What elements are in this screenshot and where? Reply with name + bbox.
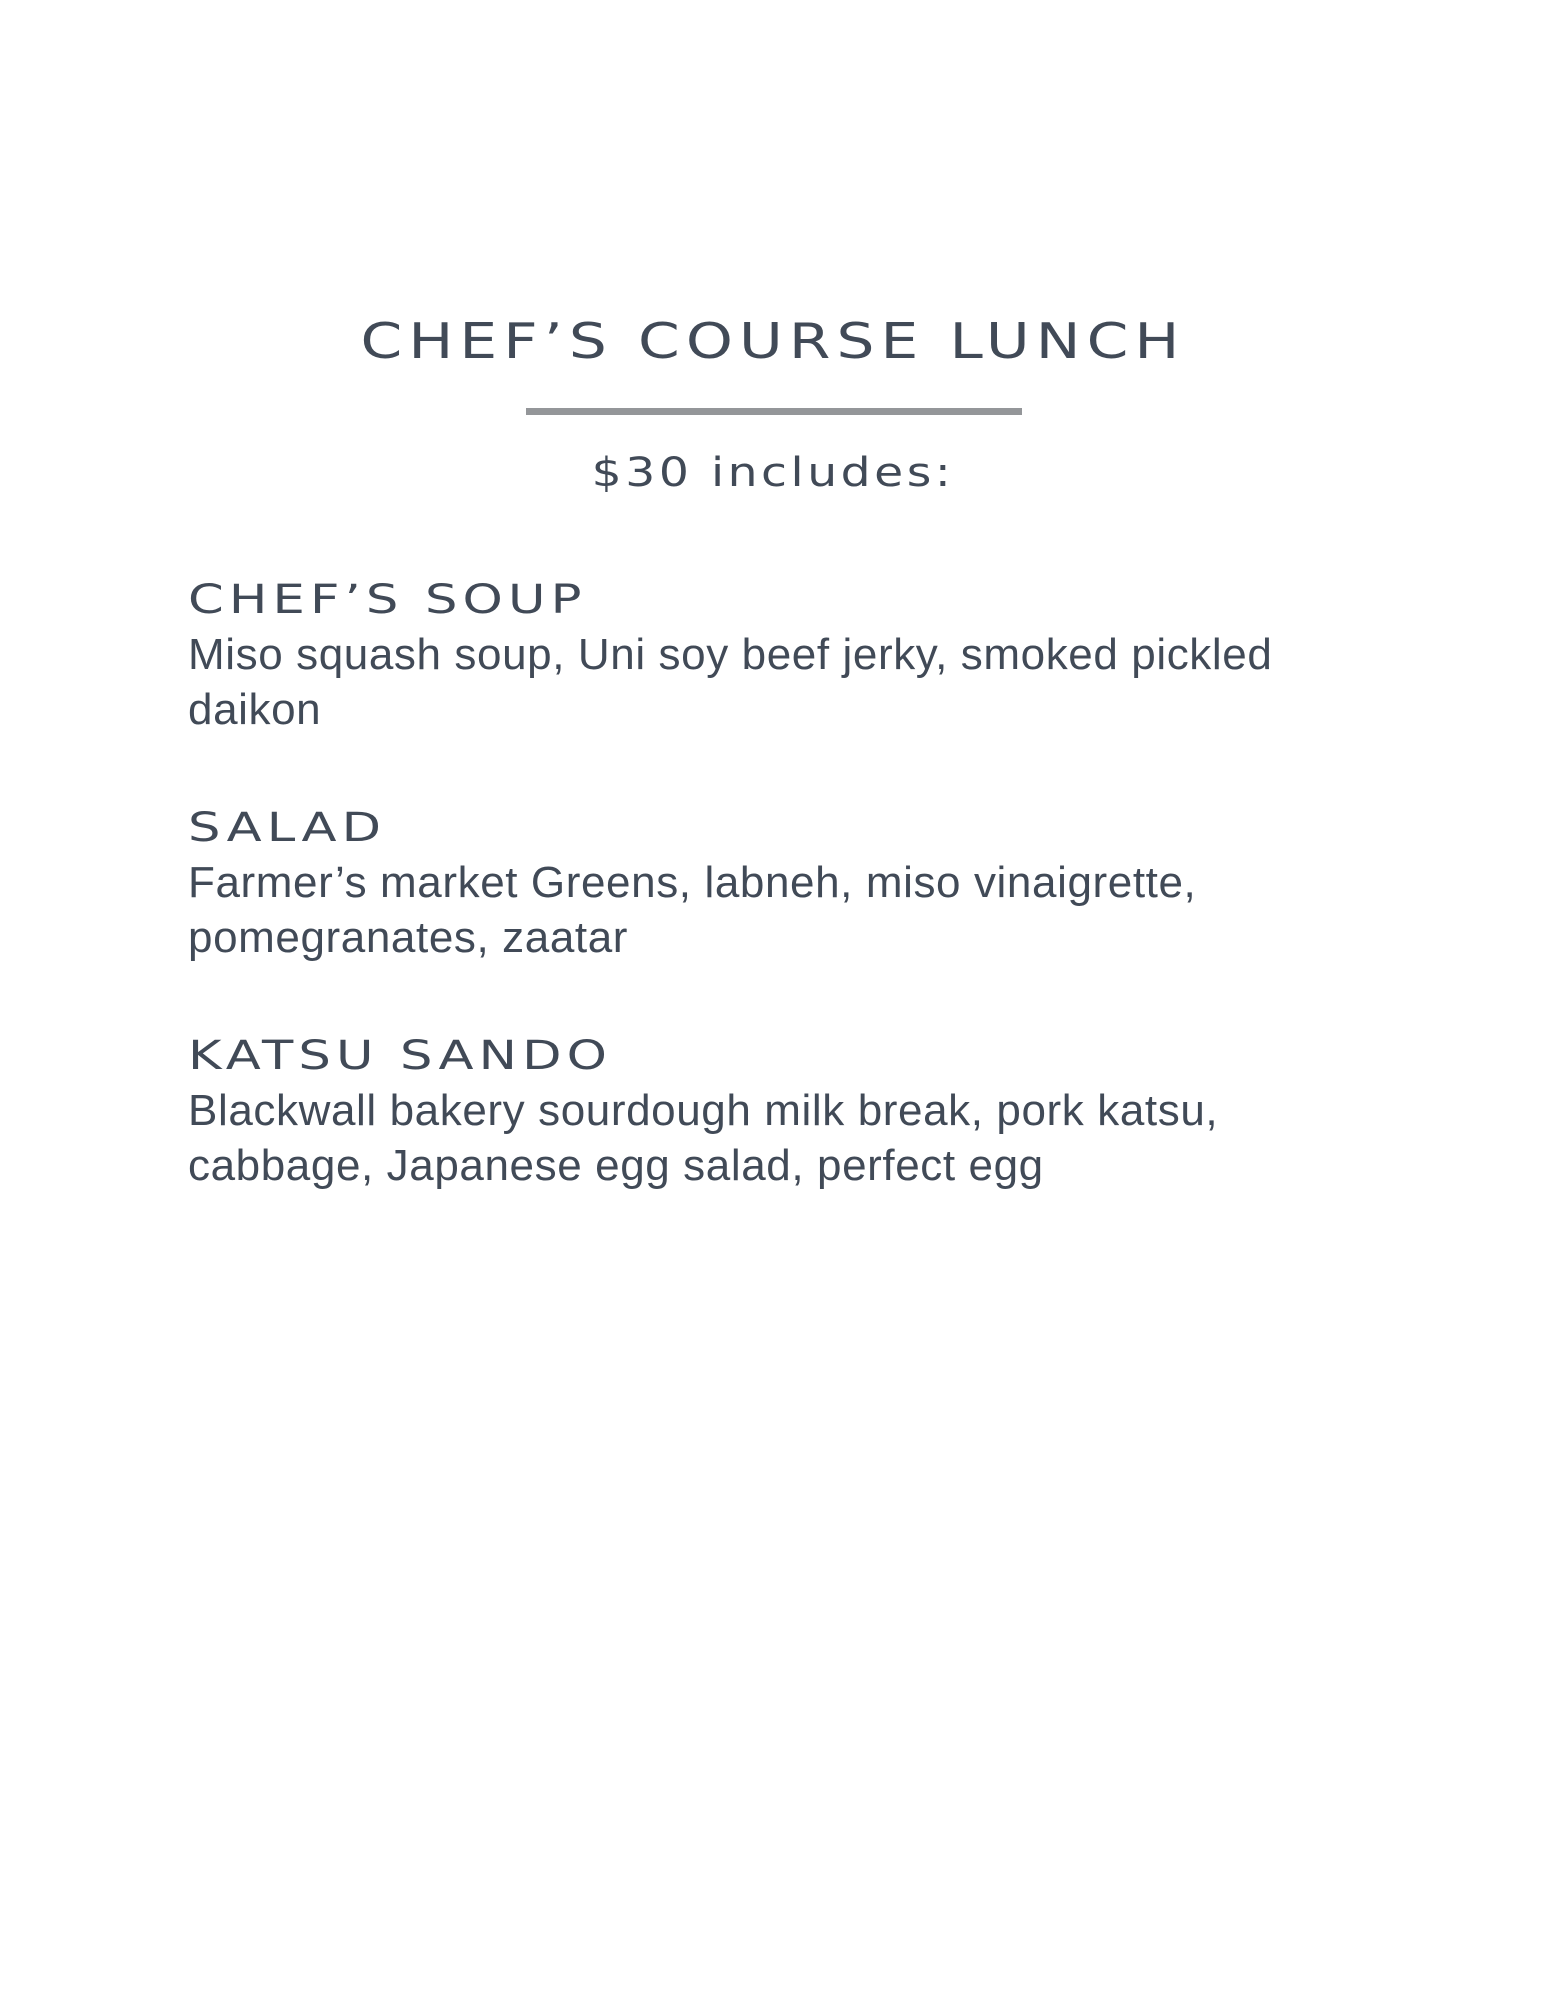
course-description: Farmer’s market Greens, labneh, miso vinaigrette, pomegranates, zaatar <box>188 858 1197 962</box>
course-name: SALAD <box>188 805 387 851</box>
title-divider <box>526 408 1022 415</box>
price-line: $30 includes: <box>591 450 955 496</box>
course-name: KATSU SANDO <box>188 1033 613 1079</box>
course-katsu-sando <box>188 1031 1388 1193</box>
course-description: Blackwall bakery sourdough milk break, pork katsu, cabbage, Japanese egg salad, perfect egg <box>188 1086 1219 1190</box>
course-salad <box>188 803 1388 965</box>
course-name: CHEF’S SOUP <box>188 577 587 623</box>
course-description: Miso squash soup, Uni soy beef jerky, smoked pickled daikon <box>188 630 1273 734</box>
menu-title: CHEF’S COURSE LUNCH <box>360 313 1186 370</box>
course-soup <box>188 575 1388 737</box>
